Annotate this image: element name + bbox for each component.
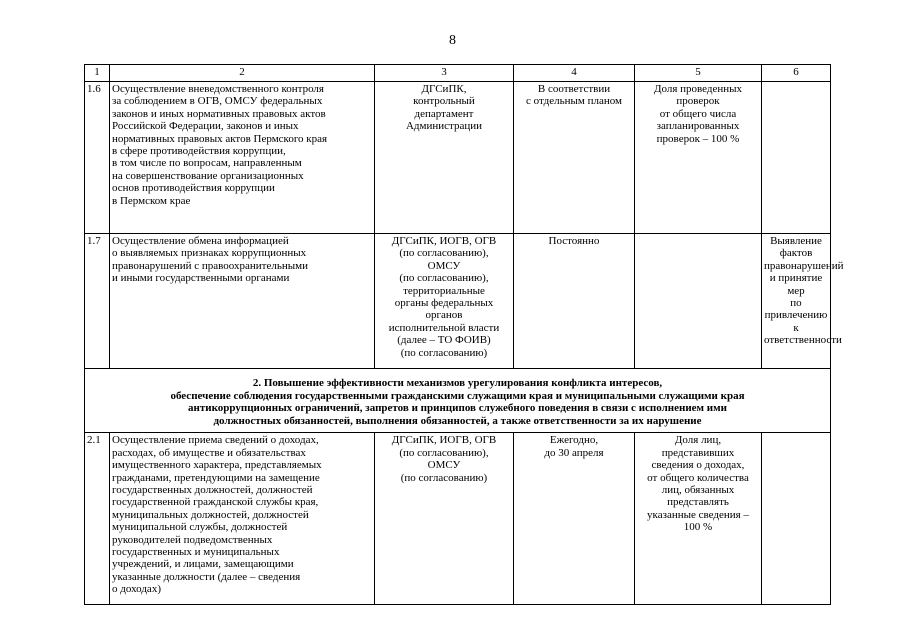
measure-cell: Осуществление приема сведений о доходах, расходах, об имуществе и обязательствах имущественного характера, представляемых гражданами, претендующими на замещение государственных должностей, должностей государственной гражданской службы края, муниципальных должностей, должностей муниципальной службы, должностей руководителей подведомственных государственных и муниципальных учреждений, и лицами, замещающими указанные должности (далее – сведения о доходах) bbox=[110, 433, 375, 605]
row-number: 1.6 bbox=[85, 82, 110, 234]
page-number: 8 bbox=[449, 33, 456, 48]
row-number: 1.7 bbox=[85, 234, 110, 369]
deadline-cell: Ежегодно, до 30 апреля bbox=[514, 433, 635, 605]
result-cell bbox=[762, 433, 831, 605]
executors-cell: ДГСиПК, ИОГВ, ОГВ (по согласованию), ОМСУ (по согласованию) bbox=[375, 433, 514, 605]
deadline-cell: В соответствии с отдельным планом bbox=[514, 82, 635, 234]
column-header-6: 6 bbox=[762, 65, 831, 82]
table-row-1-7 bbox=[85, 234, 831, 369]
indicator-cell bbox=[635, 234, 762, 369]
measure-cell: Осуществление вневедомственного контроля за соблюдением в ОГВ, ОМСУ федеральных законов и иных нормативных правовых актов Российской Федерации, законов и иных нормативных правовых актов Пермского края в сфере противодействия коррупции, в том числе по вопросам, направленным на совершенствование организационных основ противодействия коррупции в Пермском крае bbox=[110, 82, 375, 234]
column-header-1: 1 bbox=[85, 65, 110, 82]
section-2-heading-row bbox=[85, 369, 831, 433]
table-row-2-1 bbox=[85, 433, 831, 605]
column-header-2: 2 bbox=[110, 65, 375, 82]
row-number: 2.1 bbox=[85, 433, 110, 605]
column-header-5: 5 bbox=[635, 65, 762, 82]
indicator-cell: Доля проведенных проверок от общего числа запланированных проверок – 100 % bbox=[635, 82, 762, 234]
result-cell: Выявление фактов правонарушений и принятие мер по привлечению к ответственности bbox=[762, 234, 831, 369]
executors-cell: ДГСиПК, контрольный департамент Администрации bbox=[375, 82, 514, 234]
column-header-3: 3 bbox=[375, 65, 514, 82]
column-header-4: 4 bbox=[514, 65, 635, 82]
indicator-cell: Доля лиц, представивших сведения о доходах, от общего количества лиц, обязанных представлять указанные сведения – 100 % bbox=[635, 433, 762, 605]
column-number-header-row bbox=[85, 65, 831, 82]
executors-cell: ДГСиПК, ИОГВ, ОГВ (по согласованию), ОМСУ (по согласованию), территориальные органы федеральных органов исполнительной власти (далее – ТО ФОИВ) (по согласованию) bbox=[375, 234, 514, 369]
measure-cell: Осуществление обмена информацией о выявляемых признаках коррупционных правонарушений с правоохранительными и иными государственными органами bbox=[110, 234, 375, 369]
result-cell bbox=[762, 82, 831, 234]
section-2-title: 2. Повышение эффективности механизмов урегулирования конфликта интересов, обеспечение соблюдения государственными гражданскими служащими края и муниципальными служащими края антикоррупционных ограничений, запретов и принципов служебного поведения в связи с исполнением ими должностных обязанностей, выполнения обязанностей, а также ответственности за их нарушение bbox=[85, 369, 831, 433]
deadline-cell: Постоянно bbox=[514, 234, 635, 369]
action-plan-table bbox=[84, 64, 844, 605]
table-row-1-6 bbox=[85, 82, 831, 234]
